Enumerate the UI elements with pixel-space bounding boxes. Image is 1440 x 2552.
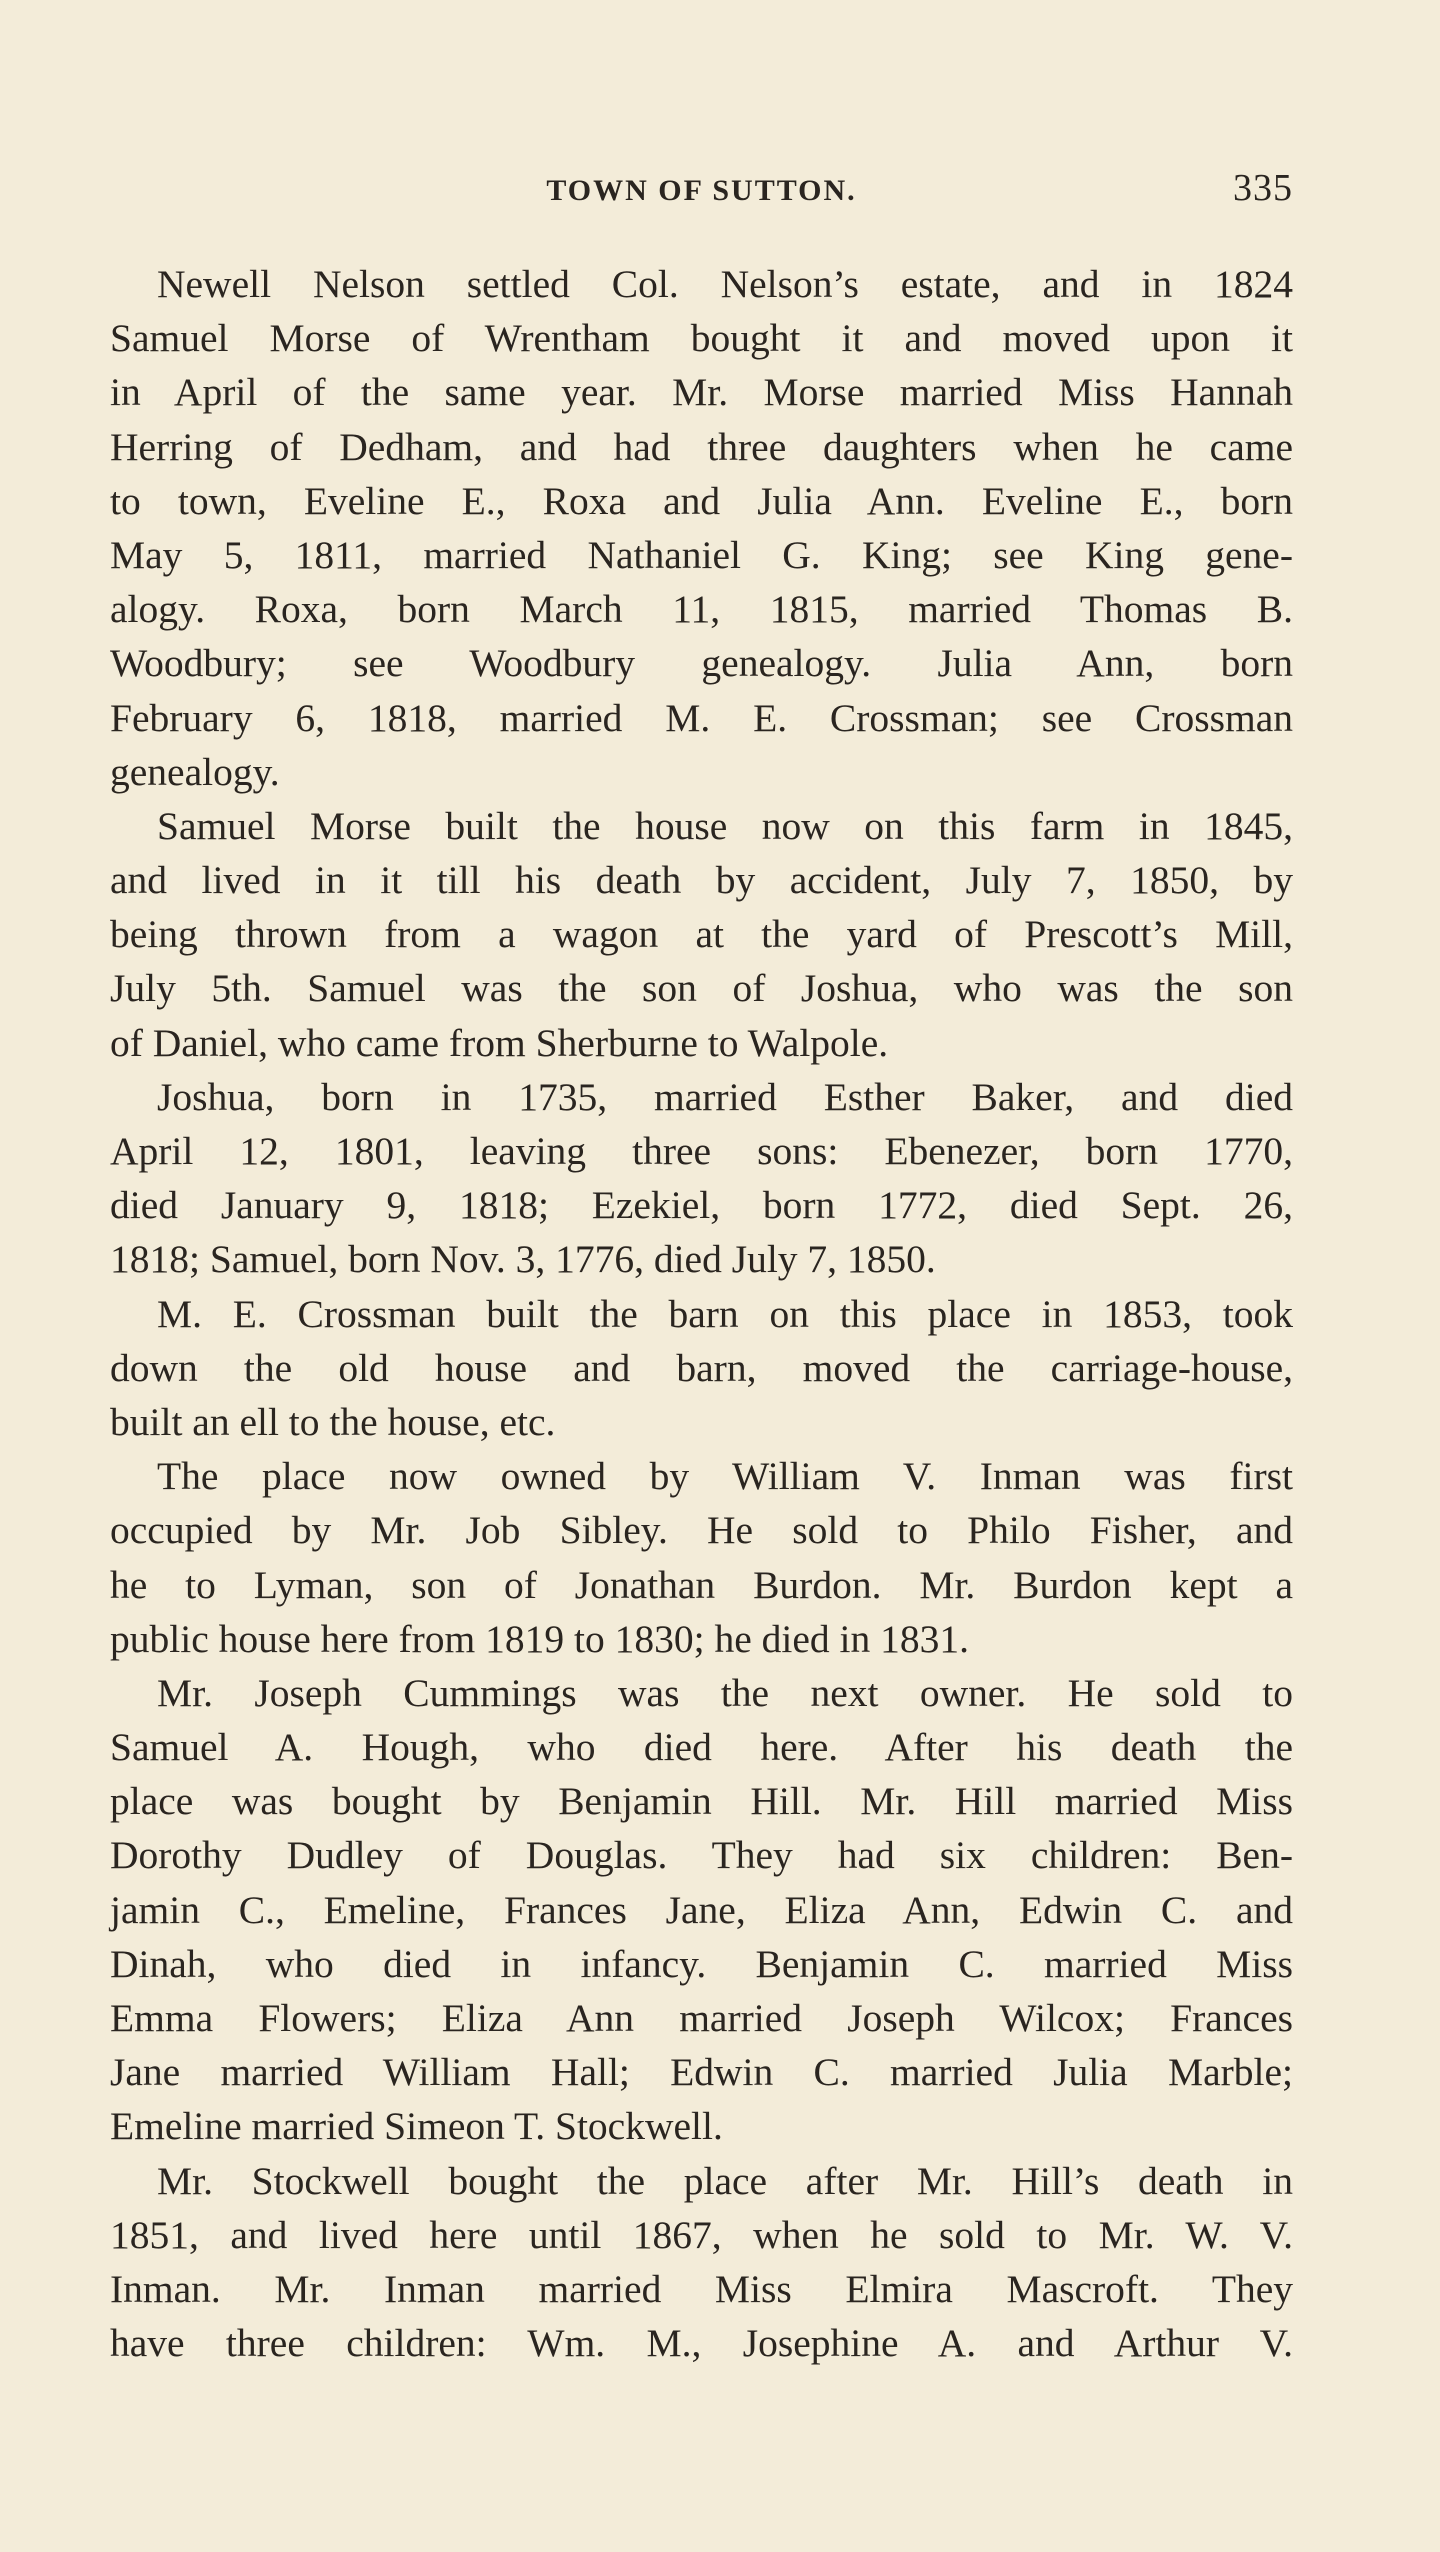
paragraph <box>110 257 1293 799</box>
text-line: 1851, and lived here until 1867, when he sold to Mr. W. V. <box>110 2212 1293 2257</box>
paragraph <box>110 1449 1293 1666</box>
text-line: Mr. Joseph Cummings was the next owner. He sold to <box>157 1670 1293 1715</box>
text-line: Samuel Morse of Wrentham bought it and moved upon it <box>110 316 1293 361</box>
text-line: being thrown from a wagon at the yard of Prescott’s Mill, <box>110 912 1293 957</box>
paragraph <box>110 1287 1293 1450</box>
text-line: Samuel A. Hough, who died here. After his death the <box>110 1725 1293 1770</box>
text-line: Emeline married Simeon T. Stockwell. <box>110 2104 723 2149</box>
text-line: Emma Flowers; Eliza Ann married Joseph Wilcox; Frances <box>110 1996 1293 2040</box>
body-text <box>110 257 1293 2370</box>
page-number: 335 <box>1233 167 1293 209</box>
text-line: Dinah, who died in infancy. Benjamin C. married Miss <box>110 1941 1293 1986</box>
paragraph <box>110 2154 1293 2371</box>
text-line: in April of the same year. Mr. Morse married Miss Hannah <box>110 370 1293 415</box>
text-line: occupied by Mr. Job Sibley. He sold to Philo Fisher, and <box>110 1508 1293 1553</box>
text-line: and lived in it till his death by accident, July 7, 1850, by <box>110 858 1293 903</box>
text-line: April 12, 1801, leaving three sons: Ebenezer, born 1770, <box>110 1129 1293 1173</box>
text-line: died January 9, 1818; Ezekiel, born 1772, died Sept. 26, <box>110 1183 1293 1228</box>
text-line: M. E. Crossman built the barn on this place in 1853, took <box>157 1291 1293 1336</box>
text-line: February 6, 1818, married M. E. Crossman; see Crossman <box>110 695 1293 740</box>
text-line: to town, Eveline E., Roxa and Julia Ann. Eveline E., born <box>110 478 1293 523</box>
text-line: Joshua, born in 1735, married Esther Baker, and died <box>157 1074 1293 1119</box>
text-line: place was bought by Benjamin Hill. Mr. Hill married Miss <box>110 1779 1293 1824</box>
running-head <box>110 166 1293 216</box>
text-line: jamin C., Emeline, Frances Jane, Eliza Ann, Edwin C. and <box>110 1887 1293 1932</box>
text-line: Inman. Mr. Inman married Miss Elmira Mascroft. They <box>110 2266 1293 2311</box>
text-line: 1818; Samuel, born Nov. 3, 1776, died July 7, 1850. <box>110 1237 936 1282</box>
paragraph <box>110 1666 1293 2154</box>
text-line: The place now owned by William V. Inman was first <box>157 1454 1293 1499</box>
text-line: genealogy. <box>110 749 280 794</box>
text-line: Dorothy Dudley of Douglas. They had six children: Ben- <box>110 1833 1293 1878</box>
text-line: May 5, 1811, married Nathaniel G. King; see King gene- <box>110 532 1293 577</box>
text-line: he to Lyman, son of Jonathan Burdon. Mr. Burdon kept a <box>110 1562 1293 1607</box>
text-line: of Daniel, who came from Sherburne to Walpole. <box>110 1020 889 1065</box>
text-line: Samuel Morse built the house now on this farm in 1845, <box>157 803 1293 848</box>
text-line: have three children: Wm. M., Josephine A. and Arthur V. <box>110 2321 1293 2366</box>
paragraph <box>110 799 1293 1070</box>
text-line: Newell Nelson settled Col. Nelson’s estate, and in 1824 <box>157 262 1293 306</box>
running-title: TOWN OF SUTTON. <box>546 174 857 207</box>
text-line: July 5th. Samuel was the son of Joshua, who was the son <box>110 966 1293 1011</box>
text-line: Jane married William Hall; Edwin C. married Julia Marble; <box>110 2050 1293 2095</box>
text-line: Mr. Stockwell bought the place after Mr. Hill’s death in <box>157 2158 1293 2203</box>
text-line: Woodbury; see Woodbury genealogy. Julia Ann, born <box>110 641 1293 686</box>
text-line: down the old house and barn, moved the carriage-house, <box>110 1345 1293 1390</box>
text-line: built an ell to the house, etc. <box>110 1399 556 1444</box>
text-line: alogy. Roxa, born March 11, 1815, married Thomas B. <box>110 587 1293 632</box>
text-line: public house here from 1819 to 1830; he died in 1831. <box>110 1616 969 1661</box>
text-line: Herring of Dedham, and had three daughters when he came <box>110 424 1293 469</box>
paragraph <box>110 1070 1293 1287</box>
